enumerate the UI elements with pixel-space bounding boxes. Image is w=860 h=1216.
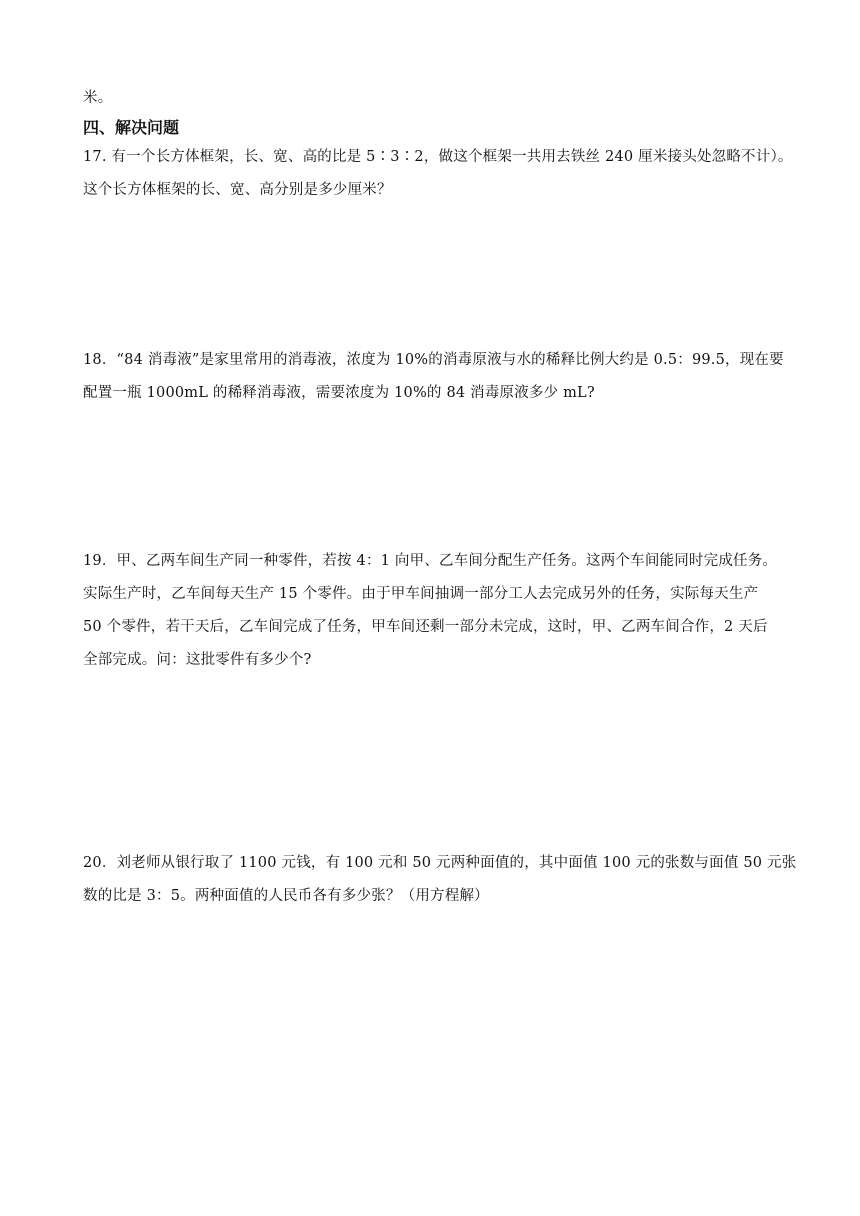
question-text-line: 实际生产时，乙车间每天生产 15 个零件。由于甲车间抽调一部分工人去完成另外的任务，实际每天生产 [83, 586, 759, 602]
question-text-line: 全部完成。问：这批零件有多少个? [83, 652, 312, 668]
question-text-line: 18．“84 消毒液”是家里常用的消毒液，浓度为 10%的消毒原液与水的稀释比例大约是 0.5：99.5，现在要 [83, 352, 784, 368]
question-text-line: 配置一瓶 1000mL 的稀释消毒液，需要浓度为 10%的 84 消毒原液多少 mL? [83, 385, 595, 401]
question-text-line: 数的比是 3：5。两种面值的人民币各有多少张？（用方程解） [83, 888, 489, 904]
question-text-line: 20．刘老师从银行取了 1100 元钱，有 100 元和 50 元两种面值的，其中面值 100 元的张数与面值 50 元张 [83, 855, 797, 871]
section-heading: 四、解决问题 [83, 118, 180, 137]
question-text-line: 17. 有一个长方体框架，长、宽、高的比是 5∶3∶2，做这个框架一共用去铁丝 240 厘米接头处忽略不计）。 [83, 149, 793, 165]
question-text-line: 19．甲、乙两车间生产同一种零件，若按 4：1 向甲、乙车间分配生产任务。这两个车间能同时完成任务。 [83, 553, 778, 569]
previous-answer-continuation: 米。 [83, 90, 113, 106]
question-text-line: 50 个零件，若干天后，乙车间完成了任务，甲车间还剩一部分未完成，这时，甲、乙两车间合作，2 天后 [83, 619, 768, 635]
question-text-line: 这个长方体框架的长、宽、高分别是多少厘米？ [83, 182, 392, 198]
